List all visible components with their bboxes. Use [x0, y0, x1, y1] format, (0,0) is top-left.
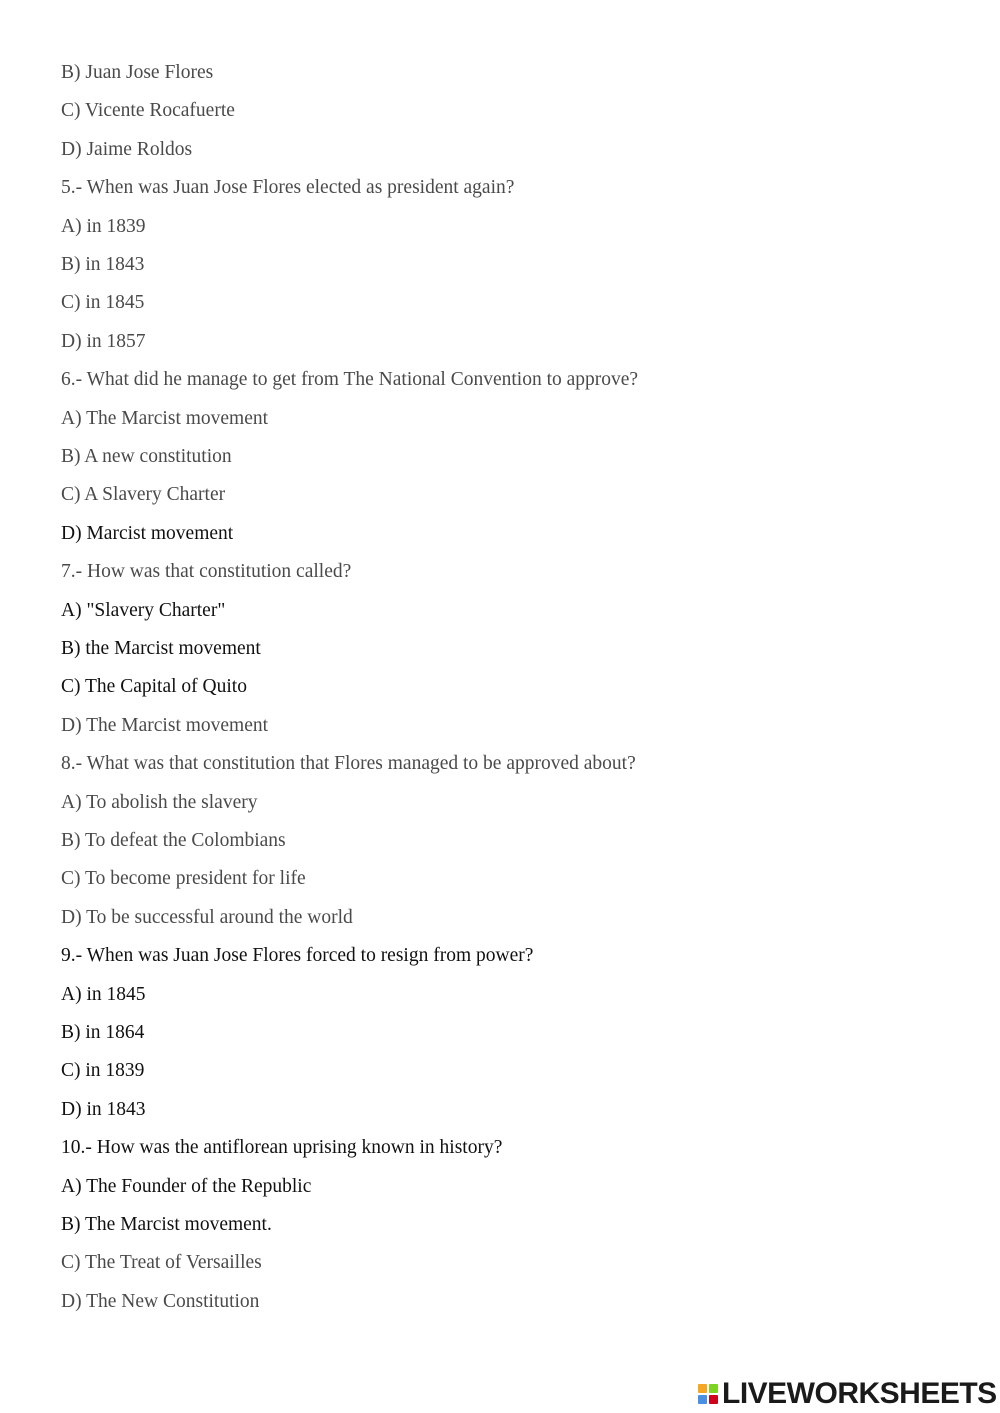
answer-option: C) To become president for life	[61, 868, 306, 890]
answer-option: C) The Capital of Quito	[61, 676, 247, 698]
question-text: 7.- How was that constitution called?	[61, 561, 352, 583]
liveworksheets-logo	[698, 1378, 997, 1410]
answer-option: C) Vicente Rocafuerte	[61, 100, 235, 122]
question-text: 6.- What did he manage to get from The National Convention to approve?	[61, 369, 639, 391]
question-text: 8.- What was that constitution that Flores managed to be approved about?	[61, 753, 636, 775]
answer-option: B) Juan Jose Flores	[61, 62, 214, 83]
answer-option: A) The Marcist movement	[61, 407, 269, 429]
answer-option: D) The New Constitution	[61, 1290, 260, 1312]
answer-option: A) "Slavery Charter"	[61, 599, 226, 621]
logo-block	[709, 1384, 718, 1393]
answer-option: D) The Marcist movement	[61, 714, 269, 736]
answer-option: B) the Marcist movement	[61, 638, 261, 659]
question-text: 5.- When was Juan Jose Flores elected as president again?	[61, 177, 515, 199]
answer-option: C) The Treat of Versailles	[61, 1252, 262, 1274]
question-text: 10.- How was the antiflorean uprising known in history?	[61, 1137, 503, 1159]
answer-option: B) A new constitution	[61, 446, 232, 467]
logo-text: LIVEWORKSHEETS	[722, 1377, 997, 1410]
answer-option: C) in 1839	[61, 1060, 145, 1082]
answer-option: A) To abolish the slavery	[61, 791, 258, 813]
question-text: 9.- When was Juan Jose Flores forced to resign from power?	[61, 945, 534, 967]
answer-option: D) in 1857	[61, 330, 146, 352]
answer-option: B) The Marcist movement.	[61, 1214, 272, 1235]
answer-option: B) in 1843	[61, 254, 145, 275]
answer-option: A) in 1845	[61, 983, 146, 1005]
answer-option: D) in 1843	[61, 1098, 146, 1120]
logo-blocks-icon	[698, 1384, 718, 1404]
logo-block	[698, 1384, 707, 1393]
answer-option: D) To be successful around the world	[61, 906, 353, 928]
answer-option: B) To defeat the Colombians	[61, 830, 286, 851]
answer-option: C) in 1845	[61, 292, 145, 314]
answer-option: D) Jaime Roldos	[61, 138, 193, 160]
logo-block	[698, 1395, 707, 1404]
answer-option: C) A Slavery Charter	[61, 484, 226, 506]
logo-block	[709, 1395, 718, 1404]
answer-option: D) Marcist movement	[61, 522, 234, 544]
answer-option: A) The Founder of the Republic	[61, 1175, 312, 1197]
answer-option: A) in 1839	[61, 215, 146, 237]
answer-option: B) in 1864	[61, 1022, 145, 1043]
